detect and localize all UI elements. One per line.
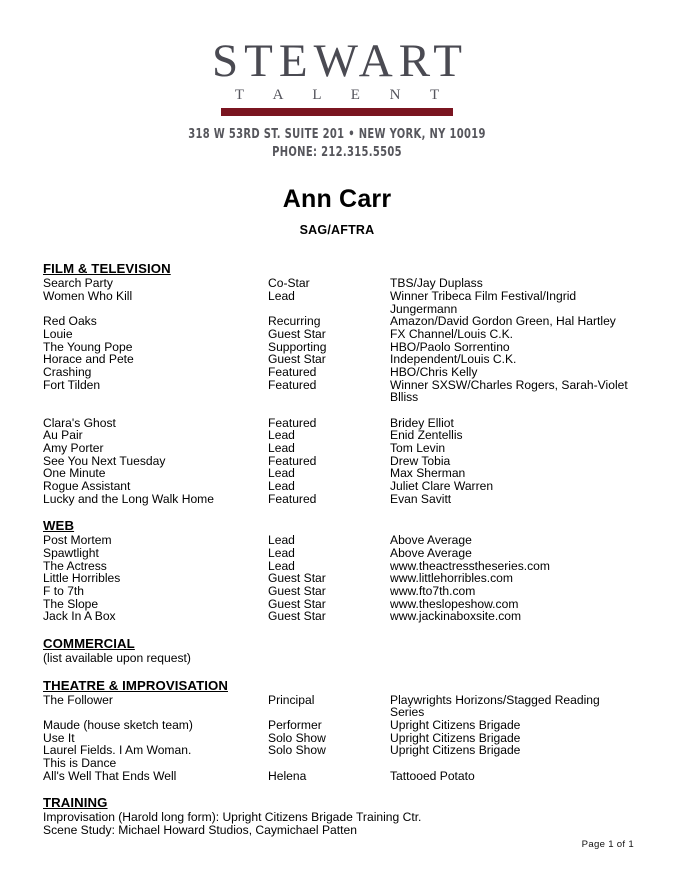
credit-row [43,379,634,404]
credit-row [43,757,634,770]
credit-title: Jack In A Box [43,609,116,624]
section-heading: COMMERCIAL [43,635,135,651]
section-heading: TRAINING [43,795,108,811]
credit-row [43,598,634,611]
credit-role: Supporting [268,339,327,354]
resume-section [43,678,634,783]
credit-row [43,366,634,379]
credit-row [43,328,634,341]
credit-role: Lead [268,440,295,455]
training-line: Improvisation (Harold long form): Upright Citizens Brigade Training Ctr. [43,810,422,825]
credit-row [43,719,634,732]
credit-role: Featured [268,365,317,380]
credit-role: Guest Star [268,327,326,342]
credit-role: Solo Show [268,730,326,745]
credit-title: The Actress [43,558,107,573]
credit-title: Maude (house sketch team) [43,718,193,733]
credit-title: Post Mortem [43,533,112,548]
credit-title: Louie [43,327,73,342]
credit-row [43,572,634,585]
credit-row [43,585,634,598]
credit-detail: Max Sherman [390,466,466,481]
credit-role: Principal [268,692,315,707]
credit-role: Featured [268,453,317,468]
credit-detail: TBS/Jay Duplass [390,276,483,291]
credit-role: Featured [268,491,317,506]
credit-title: Spawtlight [43,545,99,560]
credit-row [43,417,634,430]
credit-row [43,694,634,719]
credit-detail: Upright Citizens Brigade [390,718,521,733]
agency-phone: PHONE: 212.315.5505 [272,144,402,161]
credit-detail: FX Channel/Louis C.K. [390,327,514,342]
credit-role: Guest Star [268,571,326,586]
section-heading: FILM & TELEVISION [43,261,171,277]
credit-role: Featured [268,377,317,392]
credit-role: Guest Star [268,583,326,598]
credit-title: Search Party [43,276,113,291]
credit-detail: Above Average [390,533,472,548]
union-affiliation: SAG/AFTRA [299,223,375,238]
credit-detail: Playwrights Horizons/Stagged Reading Series [390,692,600,720]
credit-detail: Tattooed Potato [390,768,475,783]
credit-title: See You Next Tuesday [43,453,166,468]
credit-role: Helena [268,768,307,783]
credit-detail: Upright Citizens Brigade [390,743,521,758]
credit-detail: Evan Savitt [390,491,452,506]
section-heading: THEATRE & IMPROVISATION [43,677,228,693]
credit-row [43,493,634,506]
credit-role: Co-Star [268,276,310,291]
credit-detail: Juliet Clare Warren [390,478,494,493]
logo-divider-bar [221,108,453,116]
resume-section [43,795,634,837]
section-spacer [43,782,634,795]
credit-title: Use It [43,730,75,745]
credit-detail: Amazon/David Gordon Green, Hal Hartley [390,314,616,329]
credit-title: Red Oaks [43,314,97,329]
credit-detail: www.fto7th.com [390,583,476,598]
credit-row [43,353,634,366]
training-line: Scene Study: Michael Howard Studios, Caymichael Patten [43,823,357,838]
credit-title: Amy Porter [43,440,104,455]
credit-row [43,770,634,783]
credit-title: Laurel Fields. I Am Woman. [43,743,192,758]
credit-role: Featured [268,415,317,430]
credit-detail: Tom Levin [390,440,446,455]
credit-row [43,455,634,468]
credit-role: Solo Show [268,743,326,758]
credit-role: Guest Star [268,352,326,367]
credit-title: The Follower [43,692,113,707]
agency-address: 318 W 53RD ST. SUITE 201 • NEW YORK, NY 10019 [188,126,486,142]
credit-row [43,560,634,573]
credit-detail: HBO/Chris Kelly [390,365,478,380]
credit-title: One Minute [43,466,106,481]
credit-detail: www.jackinaboxsite.com [390,609,522,624]
resume-section [43,636,634,665]
credit-row [43,429,634,442]
agency-contact-block [0,125,674,161]
credit-detail: Above Average [390,545,472,560]
credit-row [43,547,634,560]
credit-row [43,290,634,315]
credit-detail: HBO/Paolo Sorrentino [390,339,510,354]
credit-title: Women Who Kill [43,289,133,304]
credit-title: Au Pair [43,428,83,443]
credit-title: Clara's Ghost [43,415,116,430]
credit-detail: www.littlehorribles.com [390,571,513,586]
letterhead [0,0,674,161]
credit-detail: www.theactresstheseries.com [390,558,550,573]
credit-detail: Enid Zentellis [390,428,463,443]
agency-logo-name: STEWART [212,35,468,87]
credit-title: The Slope [43,596,99,611]
section-note: (list available upon request) [43,650,191,665]
resume-section [43,518,634,623]
credit-title: Rogue Assistant [43,478,131,493]
credit-role: Lead [268,558,295,573]
credit-role: Guest Star [268,609,326,624]
credit-row [43,534,634,547]
credit-role: Lead [268,533,295,548]
section-heading: WEB [43,518,75,534]
credit-title: Fort Tilden [43,377,101,392]
credit-title: Horace and Pete [43,352,134,367]
credit-detail: Drew Tobia [390,453,451,468]
agency-logo-subname: T A L E N T [234,87,453,103]
credit-title: This is Dance [43,756,117,771]
credit-detail: Winner SXSW/Charles Rogers, Sarah-Violet Blliss [390,377,628,405]
credit-role: Performer [268,718,322,733]
credit-title: Lucky and the Long Walk Home [43,491,214,506]
credit-role: Lead [268,478,295,493]
credit-role: Lead [268,466,295,481]
credit-role: Lead [268,289,295,304]
section-spacer [43,665,634,678]
credit-title: Crashing [43,365,92,380]
credit-title: All's Well That Ends Well [43,768,177,783]
credit-title: Little Horribles [43,571,121,586]
credit-title: F to 7th [43,583,85,598]
resume-section [43,261,634,505]
credit-role: Guest Star [268,596,326,611]
credit-row [43,610,634,623]
spacer-row [43,404,634,417]
credit-detail: Bridey Elliot [390,415,454,430]
credit-role: Lead [268,428,295,443]
page-number-footer: Page 1 of 1 [581,839,634,850]
resume-sections [0,261,674,837]
credit-row [43,442,634,455]
page-title: Ann Carr [282,185,392,214]
credit-detail: www.theslopeshow.com [390,596,519,611]
credit-detail: Upright Citizens Brigade [390,730,521,745]
credit-row [43,744,634,757]
credit-row [43,467,634,480]
credit-row [43,315,634,328]
credit-detail: Winner Tribeca Film Festival/Ingrid Jungermann [390,289,577,316]
credit-row [43,480,634,493]
credit-detail: Independent/Louis C.K. [390,352,517,367]
section-spacer [43,505,634,518]
credit-role: Lead [268,545,295,560]
credit-title: The Young Pope [43,339,133,354]
credit-role: Recurring [268,314,321,329]
section-spacer [43,623,634,636]
